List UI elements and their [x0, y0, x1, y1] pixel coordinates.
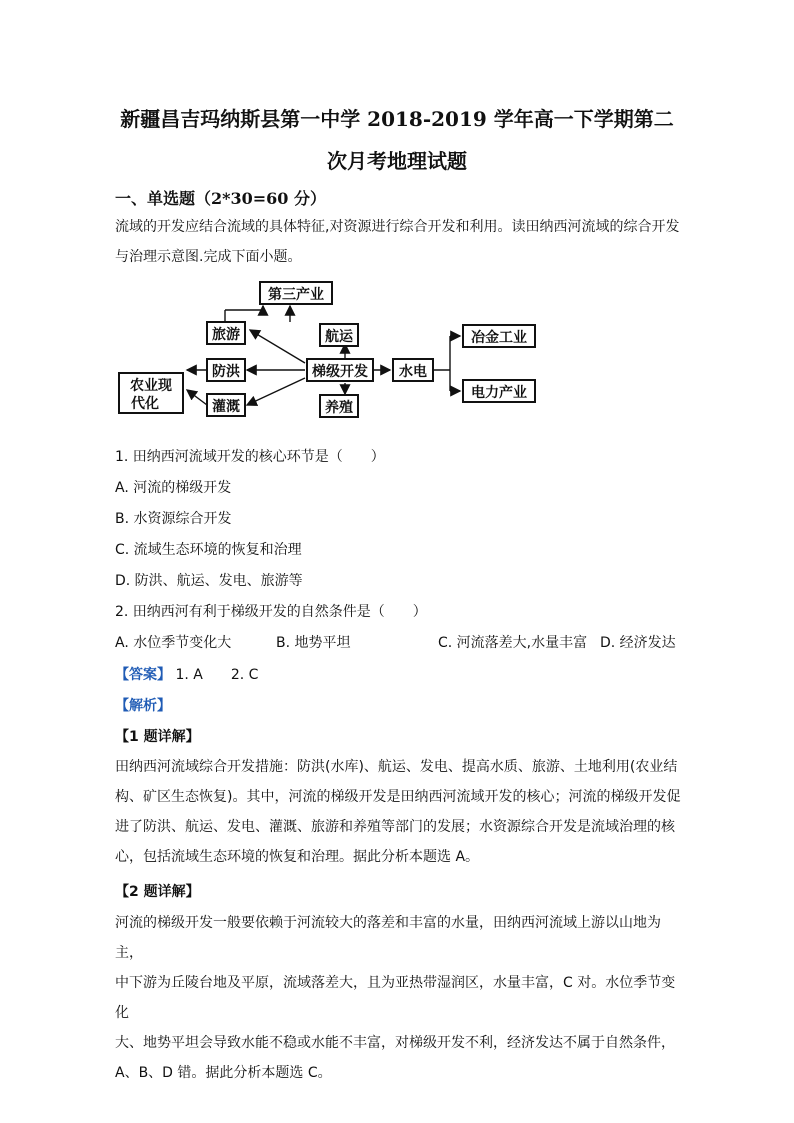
answer-text: 1. A 2. C	[175, 667, 259, 683]
intro-paragraph	[115, 212, 681, 272]
node-shipping: 航运	[325, 329, 353, 345]
detail-1-heading: 【1 题详解】	[115, 729, 200, 745]
question-2-option-a: A. 水位季节变化大	[115, 635, 232, 651]
node-agri-line2: 代化	[131, 396, 159, 412]
detail-2-body	[115, 908, 681, 1088]
answer-line	[115, 664, 258, 684]
node-power: 电力产业	[471, 385, 527, 401]
node-breeding: 养殖	[325, 400, 353, 416]
detail-2-line: 河流的梯级开发一般要依赖于河流较大的落差和丰富的水量，田纳西河流域上游以山地为主，	[115, 915, 661, 961]
node-center: 梯级开发	[312, 364, 368, 380]
node-tertiary: 第三产业	[268, 287, 324, 303]
question-1-option-d: D. 防洪、航运、发电、旅游等	[115, 573, 303, 589]
question-2-option-c: C. 河流落差大,水量丰富	[438, 635, 588, 651]
node-tourism: 旅游	[212, 327, 240, 343]
answer-tag: 【答案】	[115, 667, 171, 683]
node-agri-line1: 农业现	[130, 378, 172, 394]
question-1-option-a: A. 河流的梯级开发	[115, 480, 232, 496]
detail-2-line: A、B、D 错。据此分析本题选 C。	[115, 1065, 332, 1081]
detail-2-line: 大、地势平坦会导致水能不稳或水能不丰富，对梯级开发不利，经济发达不属于自然条件，	[115, 1035, 675, 1051]
detail-1-line: 进了防洪、航运、发电、灌溉、旅游和养殖等部门的发展；水资源综合开发是流域治理的核	[115, 819, 675, 835]
detail-1-line: 心，包括流域生态环境的恢复和治理。据此分析本题选 A。	[115, 849, 480, 865]
question-1-stem: 1. 田纳西河流域开发的核心环节是（ ）	[115, 449, 385, 465]
node-hydro: 水电	[399, 364, 427, 380]
title-line-2: 次月考地理试题	[327, 149, 467, 173]
intro-line-1: 流域的开发应结合流域的具体特征,对资源进行综合开发和利用。读田纳西河流域的综合开发	[115, 219, 680, 235]
question-1-option-b: B. 水资源综合开发	[115, 511, 232, 527]
node-irrigation: 灌溉	[212, 399, 240, 415]
node-metallurgy: 冶金工业	[471, 330, 527, 346]
river-development-diagram	[115, 278, 555, 418]
detail-2-heading: 【2 题详解】	[115, 884, 200, 900]
node-flood: 防洪	[212, 364, 240, 380]
question-2-option-d: D. 经济发达	[600, 635, 676, 651]
section-heading: 一、单选题（2*30=60 分）	[115, 189, 327, 208]
document-title	[100, 98, 694, 182]
detail-2-line: 中下游为丘陵台地及平原，流域落差大，且为亚热带湿润区，水量丰富，C 对。水位季节变化	[115, 975, 676, 1021]
title-line-1: 新疆昌吉玛纳斯县第一中学 2018-2019 学年高一下学期第二	[120, 107, 674, 131]
question-1-option-c: C. 流域生态环境的恢复和治理	[115, 542, 302, 558]
detail-1-line: 构、矿区生态恢复)。其中，河流的梯级开发是田纳西河流域开发的核心；河流的梯级开发促	[115, 789, 681, 805]
analysis-tag: 【解析】	[115, 698, 171, 714]
intro-line-2: 与治理示意图.完成下面小题。	[115, 249, 302, 265]
question-2-stem: 2. 田纳西河有利于梯级开发的自然条件是（ ）	[115, 604, 427, 620]
detail-1-body	[115, 752, 681, 872]
question-2-option-b: B. 地势平坦	[276, 635, 351, 651]
detail-1-line: 田纳西河流域综合开发措施：防洪(水库)、航运、发电、提高水质、旅游、土地利用(农业结	[115, 759, 678, 775]
